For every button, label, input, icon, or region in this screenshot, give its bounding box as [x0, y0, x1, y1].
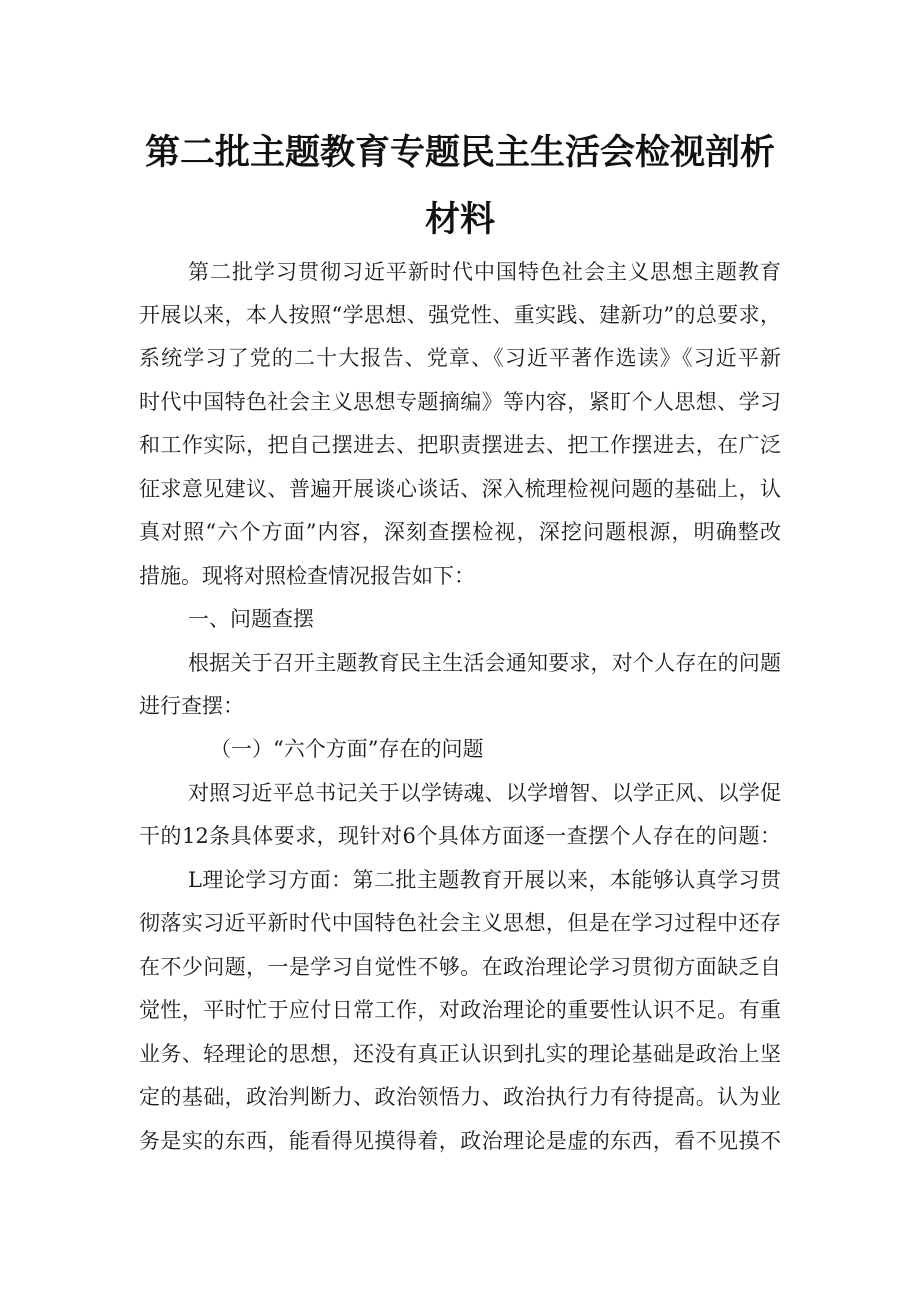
document-title-line-2: 材料	[424, 200, 495, 240]
paragraph-line: 务是实的东西，能看得见摸得着，政治理论是虚的东西，看不见摸不	[139, 1129, 781, 1153]
paragraph-line: 干的12条具体要求，现针对6个具体方面逐一查摆个人存在的问题：	[139, 824, 781, 848]
paragraph-line: L理论学习方面：第二批主题教育开展以来，本能够认真学习贯	[188, 868, 781, 892]
paragraph-line: 业务、轻理论的思想，还没有真正认识到扎实的理论基础是政治上坚	[139, 1042, 781, 1066]
document-title-line-1: 第二批主题教育专题民主生活会检视剖析	[144, 133, 775, 173]
paragraph-line: 第二批学习贯彻习近平新时代中国特色社会主义思想主题教育	[188, 260, 781, 284]
paragraph-line: 觉性，平时忙于应付日常工作，对政治理论的重要性认识不足。有重	[139, 998, 781, 1022]
paragraph-line: 措施。现将对照检查情况报告如下：	[139, 564, 475, 588]
subsection-heading: （一）“六个方面”存在的问题	[210, 737, 484, 761]
paragraph-line: 在不少问题，一是学习自觉性不够。在政治理论学习贯彻方面缺乏自	[139, 955, 781, 979]
paragraph-line: 对照习近平总书记关于以学铸魂、以学增智、以学正风、以学促	[188, 781, 781, 805]
paragraph-line: 时代中国特色社会主义思想专题摘编》等内容，紧盯个人思想、学习	[139, 390, 781, 414]
paragraph-line: 开展以来，本人按照“学思想、强党性、重实践、建新功”的总要求，	[139, 303, 781, 327]
section-heading: 一、问题查摆	[188, 607, 314, 631]
paragraph-line: 进行查摆：	[139, 694, 244, 718]
paragraph-line: 根据关于召开主题教育民主生活会通知要求，对个人存在的问题	[188, 651, 781, 675]
paragraph-line: 征求意见建议、普遍开展谈心谈话、深入梳理检视问题的基础上，认	[139, 477, 781, 501]
paragraph-line: 和工作实际，把自己摆进去、把职责摆进去、把工作摆进去，在广泛	[139, 433, 781, 457]
paragraph-line: 定的基础，政治判断力、政治领悟力、政治执行力有待提高。认为业	[139, 1085, 781, 1109]
paragraph-line: 彻落实习近平新时代中国特色社会主义思想，但是在学习过程中还存	[139, 911, 781, 935]
paragraph-line: 真对照“六个方面”内容，深刻查摆检视，深挖问题根源，明确整改	[139, 520, 781, 544]
paragraph-line: 系统学习了党的二十大报告、党章、《习近平著作选读》《习近平新	[139, 346, 781, 370]
